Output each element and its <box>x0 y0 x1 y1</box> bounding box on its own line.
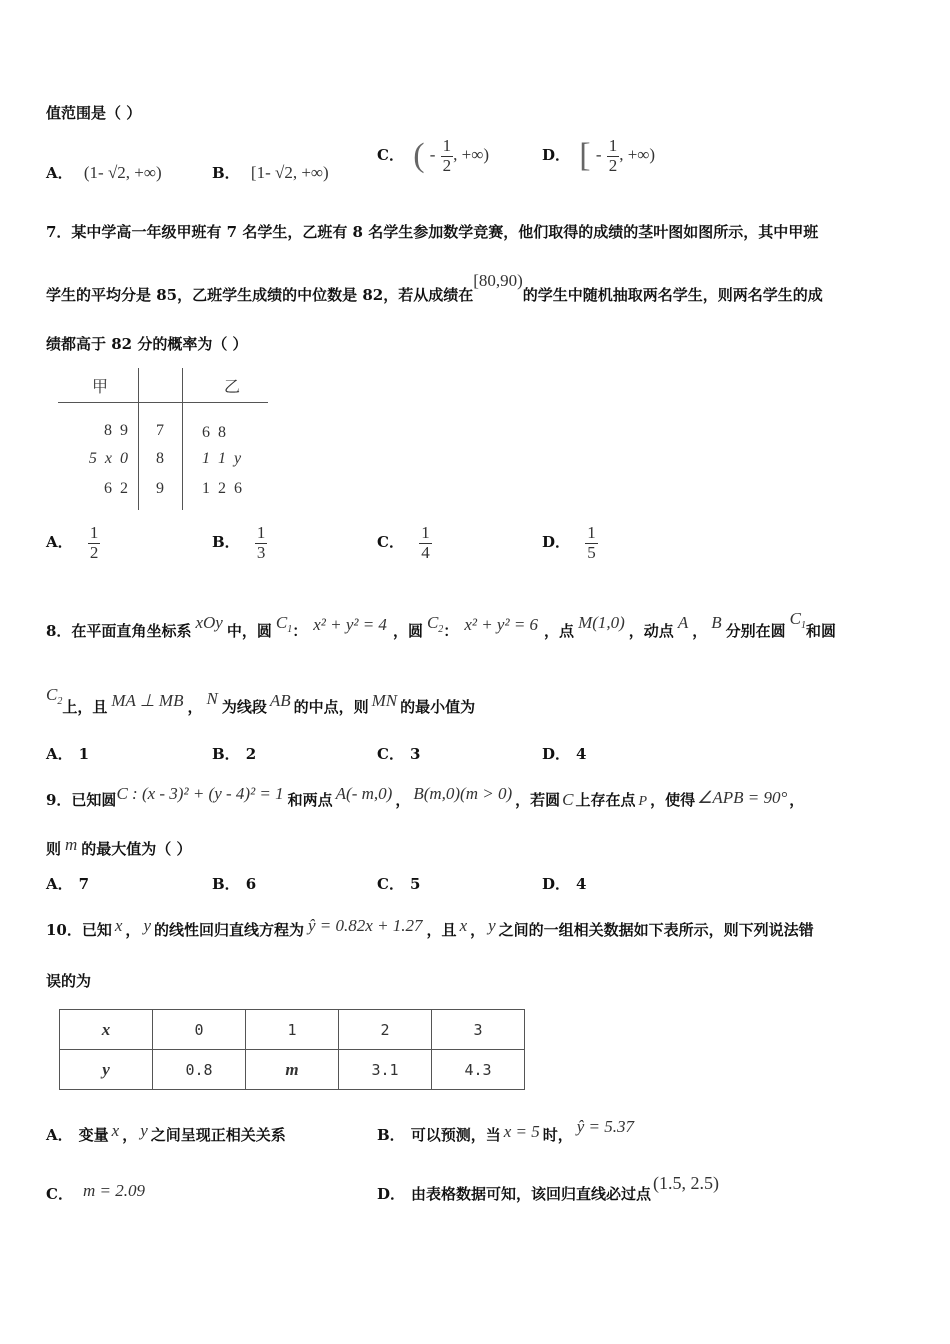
q6-option-a <box>46 162 162 183</box>
math-sub: 2 <box>57 696 63 707</box>
text: 可以预测，当 <box>410 1126 501 1144</box>
denominator: 2 <box>442 155 452 175</box>
option-text: 2 <box>245 745 257 763</box>
text: ，点 <box>544 622 575 640</box>
numerator: 1 <box>421 523 430 542</box>
option-label: D． <box>542 875 571 893</box>
option-label: C． <box>377 875 404 893</box>
option-text: 7 <box>78 875 90 893</box>
option-rest: , +∞) <box>453 145 490 165</box>
row-stem: 9 <box>156 480 164 497</box>
stem-divider-left <box>138 368 139 510</box>
option-label: A． <box>46 1126 73 1144</box>
option-label: C． <box>377 745 404 763</box>
option-label: A． <box>46 875 73 893</box>
denominator: 3 <box>256 542 266 562</box>
q8-line2 <box>46 685 476 719</box>
q8-option-d <box>542 743 586 764</box>
math-a: A(- m,0) <box>335 784 393 803</box>
fraction <box>88 524 101 562</box>
q9-option-c <box>377 873 420 894</box>
math-c: C <box>562 790 574 809</box>
text: 的线性回归直线方程为 <box>153 921 304 939</box>
math-sub: 2 <box>438 624 444 635</box>
numerator: 1 <box>89 523 99 542</box>
math-m: m <box>65 835 78 854</box>
option-label: D． <box>377 1185 406 1203</box>
q9-option-a <box>46 873 89 894</box>
numerator: 1 <box>256 523 266 542</box>
q7-line2 <box>46 271 823 305</box>
text: ， <box>692 622 708 640</box>
denominator: 2 <box>608 155 618 175</box>
math-ab: AB <box>269 691 291 710</box>
table-row <box>60 1010 525 1050</box>
math-y: y <box>488 916 496 935</box>
math-sub: 1 <box>800 620 806 631</box>
table-cell: 0 <box>153 1010 246 1050</box>
text: ，且 <box>426 921 457 939</box>
numerator: 1 <box>442 136 452 155</box>
option-rest: , +∞) <box>619 145 656 165</box>
text: 和圆 <box>805 622 836 640</box>
text: ， <box>122 1126 138 1144</box>
math-sub: 1 <box>287 624 293 635</box>
row-right: 6 8 <box>202 424 226 441</box>
math-c2-2: C <box>46 685 58 704</box>
math-m: M(1,0) <box>578 613 625 632</box>
math-x: x <box>114 916 123 935</box>
q6-option-b <box>212 162 329 183</box>
header-divider <box>58 402 268 403</box>
row-left: 5 x 0 <box>88 450 128 467</box>
text: 10．已知 <box>46 921 112 939</box>
option-text: 6 <box>245 875 257 893</box>
table-cell: 1 <box>246 1010 339 1050</box>
text: 上，且 <box>62 698 108 716</box>
text: 之间的一组相关数据如下表所示，则下列说法错 <box>498 921 814 939</box>
denominator: 2 <box>89 542 99 562</box>
option-label: B． <box>212 533 240 552</box>
fraction <box>441 137 454 175</box>
fraction <box>585 524 598 562</box>
math-n: N <box>206 689 218 708</box>
table-cell: m <box>246 1050 339 1090</box>
denominator: 5 <box>587 542 596 562</box>
q7-option-d <box>542 524 598 562</box>
math-xoy: xOy <box>195 613 223 632</box>
math-c1-2: C <box>789 609 801 628</box>
text: 则 <box>46 840 62 858</box>
numerator: 1 <box>608 136 618 155</box>
option-label: A． <box>46 533 73 552</box>
math-circle: C : (x - 3)² + (y - 4)² = 1 <box>116 784 284 803</box>
q7-line1: 7．某中学高一年级甲班有 7 名学生，乙班有 8 名学生参加数学竞赛，他们取得的成绩的茎叶图如图所示，其中甲班 <box>46 223 819 241</box>
q9-option-b <box>212 873 256 894</box>
math-mn: MN <box>371 691 398 710</box>
text: ，动点 <box>628 622 674 640</box>
q10-option-d <box>377 1173 720 1204</box>
text: ： <box>443 622 459 640</box>
text: 之间呈现正相关关系 <box>150 1126 286 1144</box>
option-text: 5 <box>409 875 421 893</box>
text: ， <box>470 921 486 939</box>
option-text: 4 <box>576 875 587 893</box>
q6-tail: 值范围是（ ） <box>46 104 142 122</box>
data-table <box>59 1009 525 1090</box>
q10-line2: 误的为 <box>46 972 92 990</box>
neg-sign: - <box>429 145 436 165</box>
option-label: B． <box>212 875 240 893</box>
text: 8．在平面直角坐标系 <box>46 622 192 640</box>
math-x: x <box>459 916 468 935</box>
text: 分别在圆 <box>725 622 786 640</box>
numerator: 1 <box>587 523 596 542</box>
fraction <box>419 524 432 562</box>
row-right: 1 2 6 <box>202 480 242 497</box>
q7-option-b <box>212 524 267 562</box>
table-cell: 4.3 <box>432 1050 525 1090</box>
option-label: C． <box>46 1185 73 1203</box>
math-c1: C <box>275 613 288 632</box>
q6-option-c <box>377 137 489 175</box>
table-row <box>60 1050 525 1090</box>
math-c2: C <box>426 613 439 632</box>
q7-line2a: 学生的平均分是 85，乙班学生成绩的中位数是 82，若从成绩在 <box>46 286 474 304</box>
option-math: (1- √2, +∞) <box>83 163 162 182</box>
math-point: (1.5, 2.5) <box>653 1173 720 1193</box>
text: ， <box>187 698 203 716</box>
option-label: B． <box>377 1126 405 1144</box>
option-label: C． <box>377 533 404 552</box>
left-header: 甲 <box>92 379 109 396</box>
row-left: 8 9 <box>104 422 128 439</box>
text: ，若圆 <box>515 791 561 809</box>
option-label: A． <box>46 745 73 763</box>
fraction <box>607 137 620 175</box>
math-a: A <box>677 613 689 632</box>
table-cell: 2 <box>339 1010 432 1050</box>
math-value: ŷ = 5.37 <box>576 1117 635 1136</box>
open-bracket: ( <box>413 137 425 175</box>
stem-divider-right <box>182 368 183 510</box>
q7-line3: 绩都高于 82 分的概率为（ ） <box>46 335 248 353</box>
q7-line2b: 的学生中随机抽取两名学生，则两名学生的成 <box>522 286 823 304</box>
table-header-cell: x <box>60 1010 153 1050</box>
math-eq1: x² + y² = 4 <box>313 615 387 634</box>
text: 9．已知圆 <box>46 791 117 809</box>
math-x: x <box>111 1121 120 1140</box>
q8-option-a <box>46 743 89 764</box>
text: 时， <box>542 1126 573 1144</box>
right-header: 乙 <box>224 379 241 396</box>
interval: [80,90) <box>473 271 523 290</box>
text: 的最大值为（ ） <box>81 840 192 858</box>
option-label: D． <box>542 533 571 552</box>
option-label: D． <box>542 146 571 165</box>
q7-option-a <box>46 524 100 562</box>
fraction <box>255 524 268 562</box>
math-equation: ŷ = 0.82x + 1.27 <box>308 916 423 935</box>
text: 上存在点 <box>575 791 636 809</box>
math-perp: MA ⊥ MB <box>111 691 184 710</box>
text: 由表格数据可知，该回归直线必过点 <box>411 1185 652 1203</box>
q9-option-d <box>542 873 586 894</box>
q8-line1 <box>46 609 836 643</box>
open-bracket: [ <box>579 137 591 175</box>
text: 的中点，则 <box>293 698 369 716</box>
text: 中，圆 <box>226 622 272 640</box>
text: 和两点 <box>287 791 333 809</box>
option-math: [1- √2, +∞) <box>250 163 329 182</box>
text: ， <box>395 791 411 809</box>
math-cond: x = 5 <box>503 1122 540 1141</box>
text: ，使得 <box>650 791 696 809</box>
table-cell: 3 <box>432 1010 525 1050</box>
table-header-cell: y <box>60 1050 153 1090</box>
q9-line1 <box>46 784 805 810</box>
q10-option-c <box>46 1183 145 1204</box>
q7-option-c <box>377 524 432 562</box>
math-angle: ∠APB = 90° <box>697 788 788 807</box>
q10-option-b <box>377 1117 635 1145</box>
row-left: 6 2 <box>104 480 128 497</box>
option-label: B． <box>212 745 240 763</box>
math-p: P <box>638 794 648 809</box>
math-b: B <box>711 613 722 632</box>
text: ， <box>789 791 805 809</box>
option-text: 4 <box>576 745 587 763</box>
q10-line1 <box>46 916 814 940</box>
option-label: C． <box>377 146 404 165</box>
math-eq2: x² + y² = 6 <box>464 615 539 634</box>
math-b: B(m,0)(m > 0) <box>413 784 513 803</box>
option-label: D． <box>542 745 571 763</box>
text: ： <box>292 622 308 640</box>
text: 的最小值为 <box>400 698 476 716</box>
q8-option-b <box>212 743 256 764</box>
text: ，圆 <box>392 622 423 640</box>
text: 变量 <box>78 1126 109 1144</box>
row-right: 1 1 y <box>202 450 242 467</box>
stem-leaf-plot <box>58 368 270 513</box>
q6-option-d <box>542 137 655 175</box>
option-label: B． <box>212 164 240 182</box>
table-cell: 3.1 <box>339 1050 432 1090</box>
q10-option-a <box>46 1121 286 1145</box>
option-text: 1 <box>78 745 90 763</box>
text: ， <box>125 921 141 939</box>
math-m-value: m = 2.09 <box>82 1181 145 1200</box>
q8-option-c <box>377 743 420 764</box>
row-stem: 8 <box>156 450 164 467</box>
option-text: 3 <box>409 745 421 763</box>
math-y: y <box>140 1121 148 1140</box>
denominator: 4 <box>421 542 430 562</box>
math-y: y <box>143 916 151 935</box>
q9-line2 <box>46 835 192 859</box>
text: 为线段 <box>221 698 267 716</box>
neg-sign: - <box>595 145 602 165</box>
row-stem: 7 <box>156 422 164 439</box>
table-cell: 0.8 <box>153 1050 246 1090</box>
option-label: A． <box>46 164 73 182</box>
